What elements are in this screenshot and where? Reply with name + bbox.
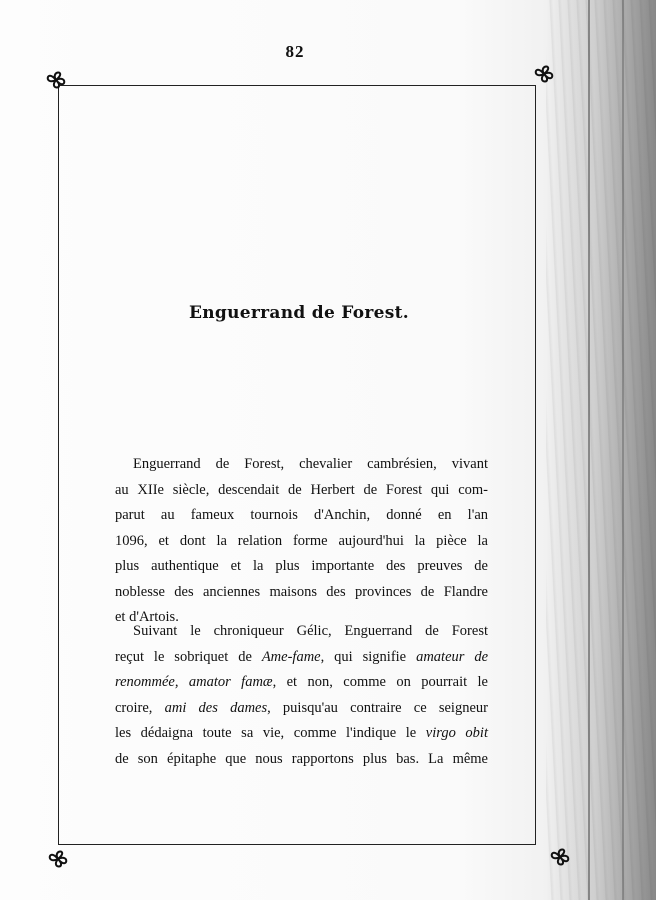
italic-term: Ame-fame — [261, 648, 321, 665]
text-line: renommée, amator famæ, et non, comme on pourrait le — [115, 674, 488, 690]
page-title: Enguerrand de Forest. — [189, 303, 409, 323]
italic-term: amateur de — [416, 648, 489, 665]
text-line: 1096, et dont la relation forme aujourd'hui la pièce la — [115, 532, 488, 549]
italic-term: virgo obit — [425, 725, 488, 741]
corner-ornament-icon — [42, 66, 70, 94]
italic-term: renommée, amator famæ — [115, 674, 273, 690]
text-line: et d'Artois. — [115, 609, 179, 625]
corner-ornament-icon — [530, 60, 558, 88]
text-line: noblesse des anciennes maisons des provinces de Flandre — [115, 583, 488, 600]
page-number: 82 — [285, 42, 305, 61]
corner-ornament-icon — [546, 843, 574, 871]
text-line: plus authentique et la plus importante des preuves de — [115, 558, 488, 574]
text-line: au XIIe siècle, descendait de Herbert de Forest qui com- — [115, 481, 488, 498]
text-line: Enguerrand de Forest, chevalier cambrésien, vivant — [133, 456, 488, 472]
corner-ornament-icon — [44, 845, 72, 873]
text-line: de son épitaphe que nous rapportons plus bas. La même — [115, 750, 488, 767]
text-line: reçut le sobriquet de Ame-fame, qui signifie amateur de — [115, 648, 489, 665]
page-edge-line — [622, 0, 624, 900]
text-line: parut au fameux tournois d'Anchin, donné en l'an — [115, 507, 488, 523]
page-edge-shadow — [546, 0, 656, 900]
page-edge-line — [588, 0, 590, 900]
text-line: les dédaigna toute sa vie, comme l'indique le virgo obit — [115, 725, 488, 741]
paragraph-2 — [115, 619, 488, 772]
paragraph-1 — [115, 452, 488, 631]
italic-term: ami des dames — [164, 699, 268, 716]
text-line: croire, ami des dames, puisqu'au contraire ce seigneur — [115, 699, 488, 716]
text-line: Suivant le chroniqueur Gélic, Enguerrand de Forest — [133, 623, 488, 639]
